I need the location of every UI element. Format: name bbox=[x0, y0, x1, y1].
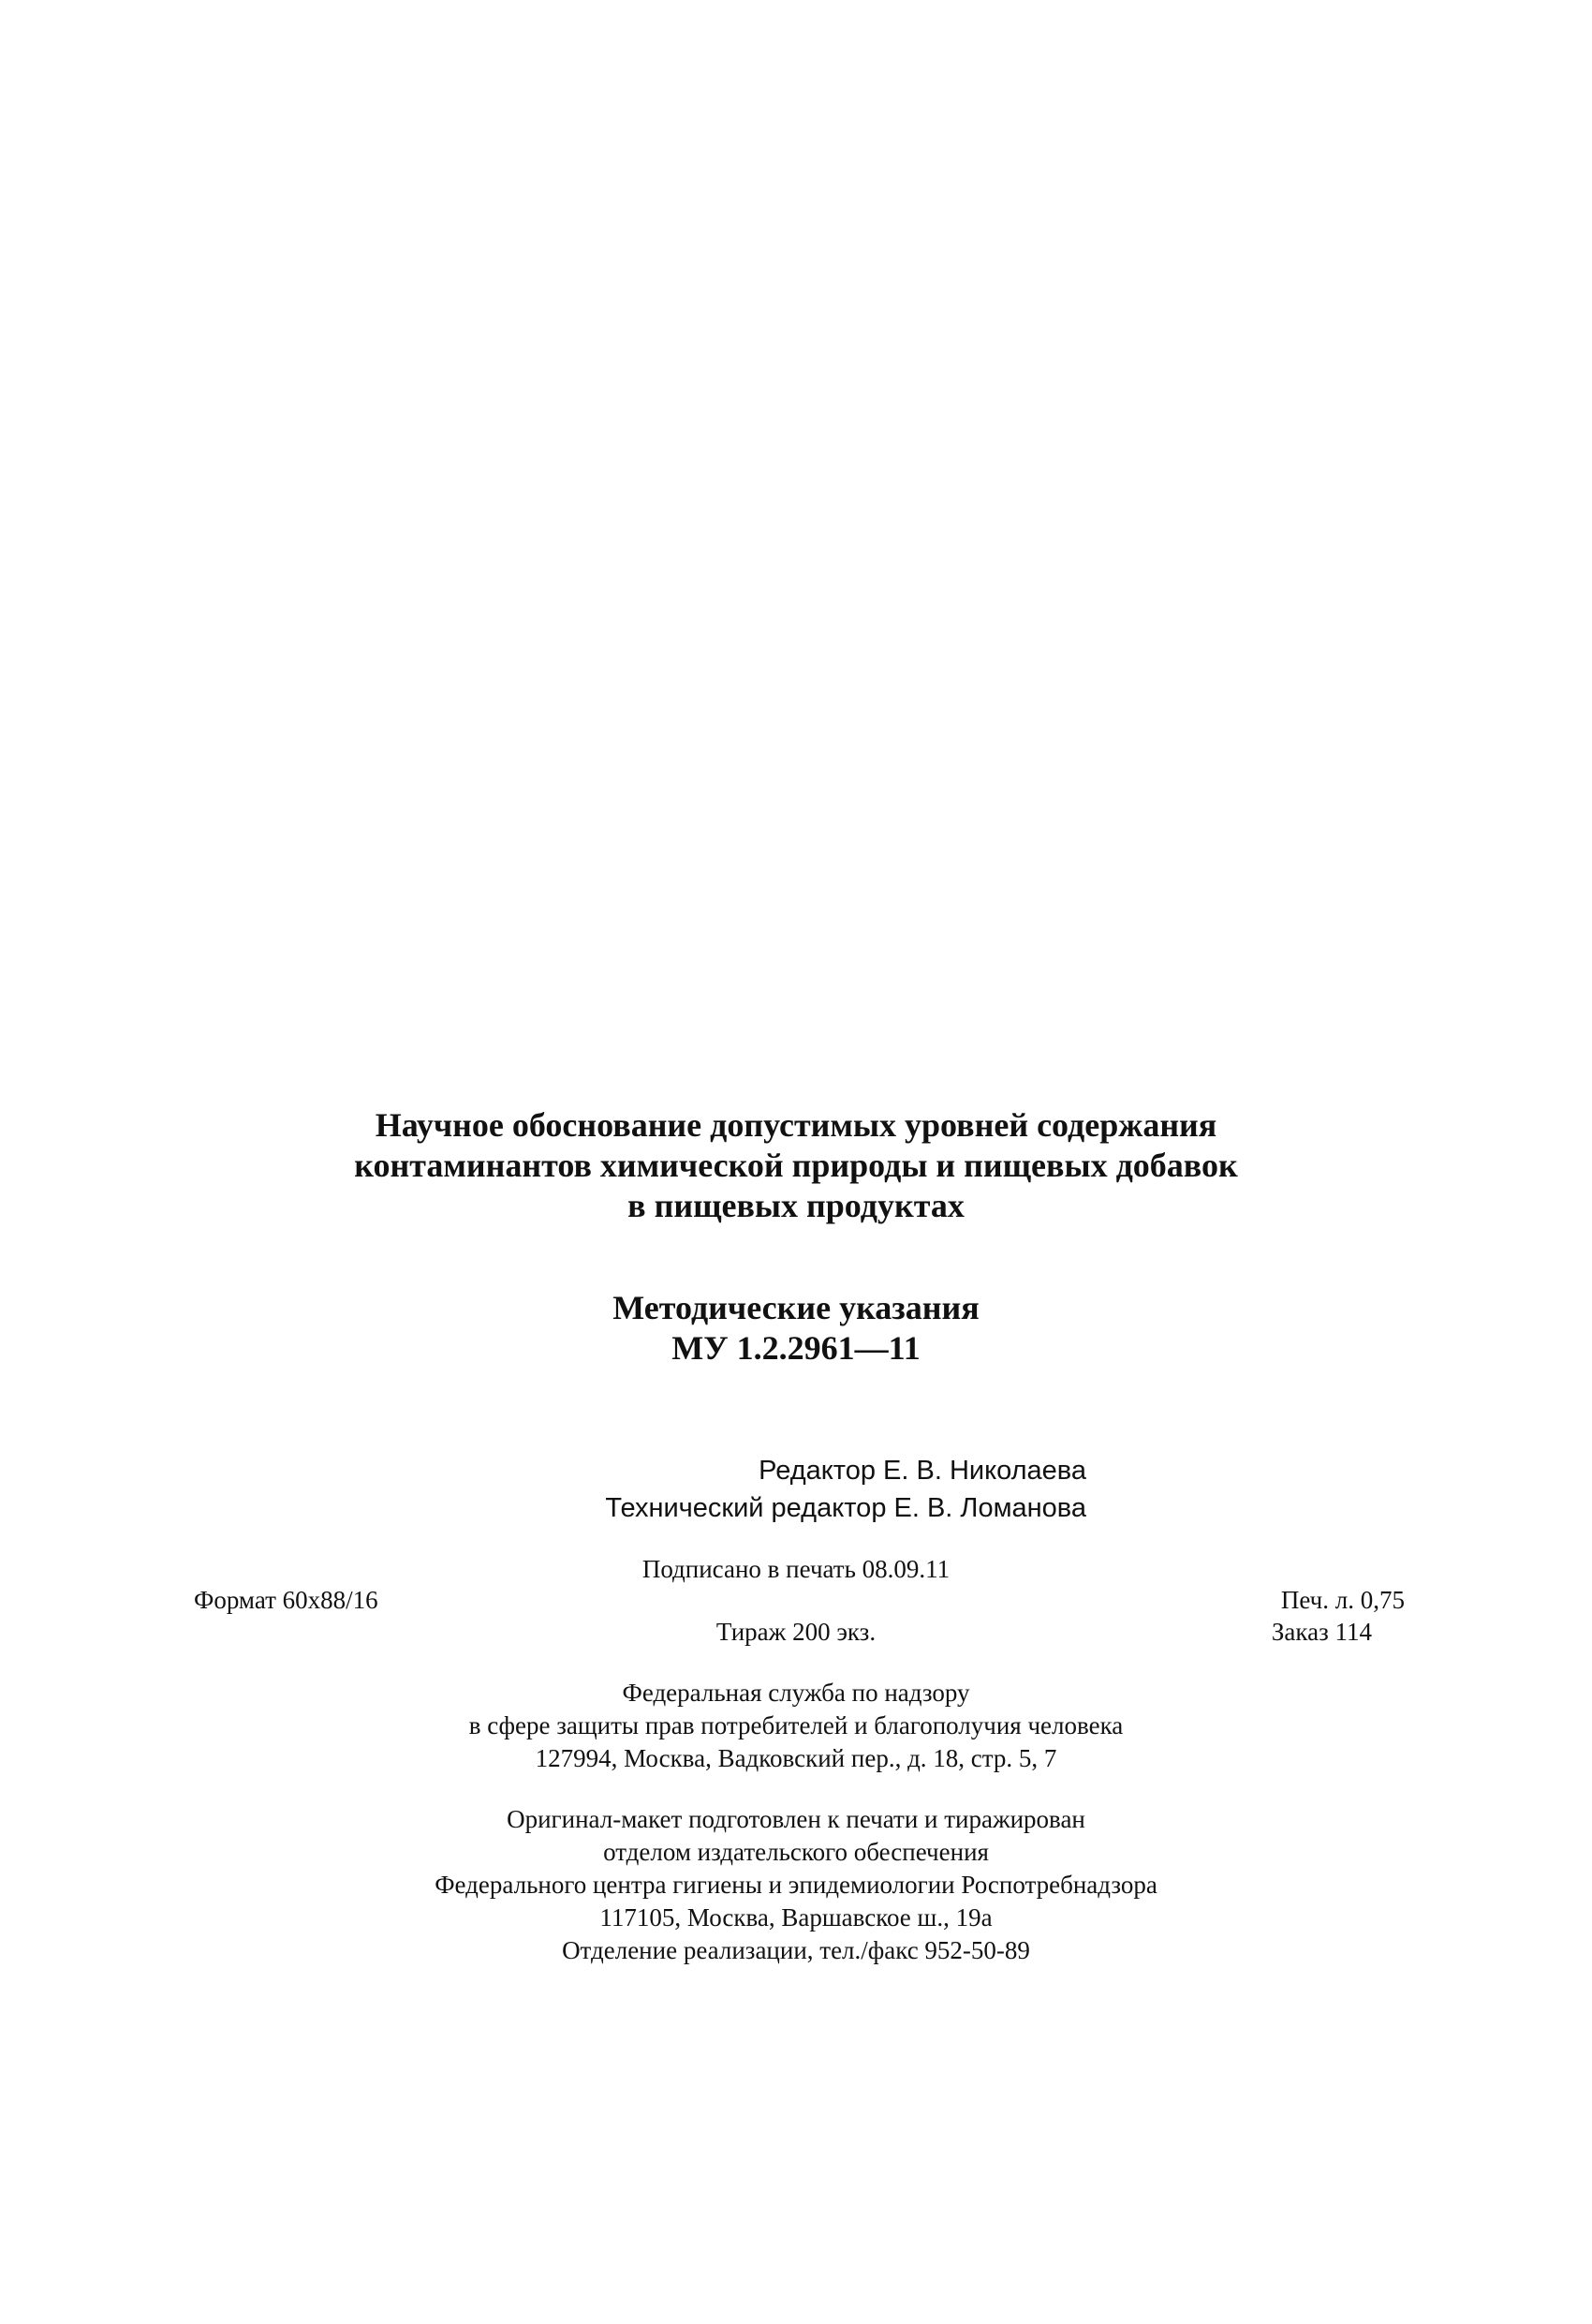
editors-block bbox=[524, 1452, 1086, 1527]
tech-editor-line: Технический редактор Е. В. Ломанова bbox=[605, 1493, 1086, 1523]
maker-address: 117105, Москва, Варшавское ш., 19а bbox=[599, 1903, 993, 1932]
paper-format: Формат 60x88/16 bbox=[194, 1586, 378, 1614]
title-line: контаминантов химической природы и пищевых добавок bbox=[354, 1147, 1238, 1184]
publisher-line: в сфере защиты прав потребителей и благополучия человека bbox=[468, 1711, 1124, 1739]
maker-line: Федерального центра гигиены и эпидемиологии Роспотребнадзора bbox=[435, 1871, 1157, 1899]
publisher-line: Федеральная служба по надзору bbox=[622, 1679, 970, 1707]
circulation: Тираж 200 экз. bbox=[715, 1618, 877, 1646]
title-line: в пищевых продуктах bbox=[627, 1187, 965, 1224]
maker-line: Оригинал-макет подготовлен к печати и тиражирован bbox=[507, 1805, 1085, 1833]
signed-to-print: Подписано в печать 08.09.11 bbox=[641, 1555, 951, 1583]
document-subtitle bbox=[187, 1288, 1405, 1369]
print-sheets: Печ. л. 0,75 bbox=[1280, 1586, 1405, 1614]
order-number: Заказ 114 bbox=[1271, 1618, 1372, 1646]
title-line: Научное обоснование допустимых уровней содержания bbox=[375, 1106, 1217, 1144]
editor-line: Редактор Е. В. Николаева bbox=[759, 1456, 1086, 1486]
document-title bbox=[187, 1105, 1405, 1226]
document-code: МУ 1.2.2961—11 bbox=[671, 1329, 921, 1367]
maker-line: отделом издательского обеспечения bbox=[603, 1838, 989, 1866]
publisher-block bbox=[234, 1677, 1358, 1775]
publisher-address: 127994, Москва, Вадковский пер., д. 18, стр. 5, 7 bbox=[535, 1744, 1057, 1772]
document-kind: Методические указания bbox=[612, 1289, 980, 1326]
layout-maker-block bbox=[234, 1803, 1358, 1967]
sales-contact: Отделение реализации, тел./факс 952-50-89 bbox=[562, 1936, 1030, 1964]
